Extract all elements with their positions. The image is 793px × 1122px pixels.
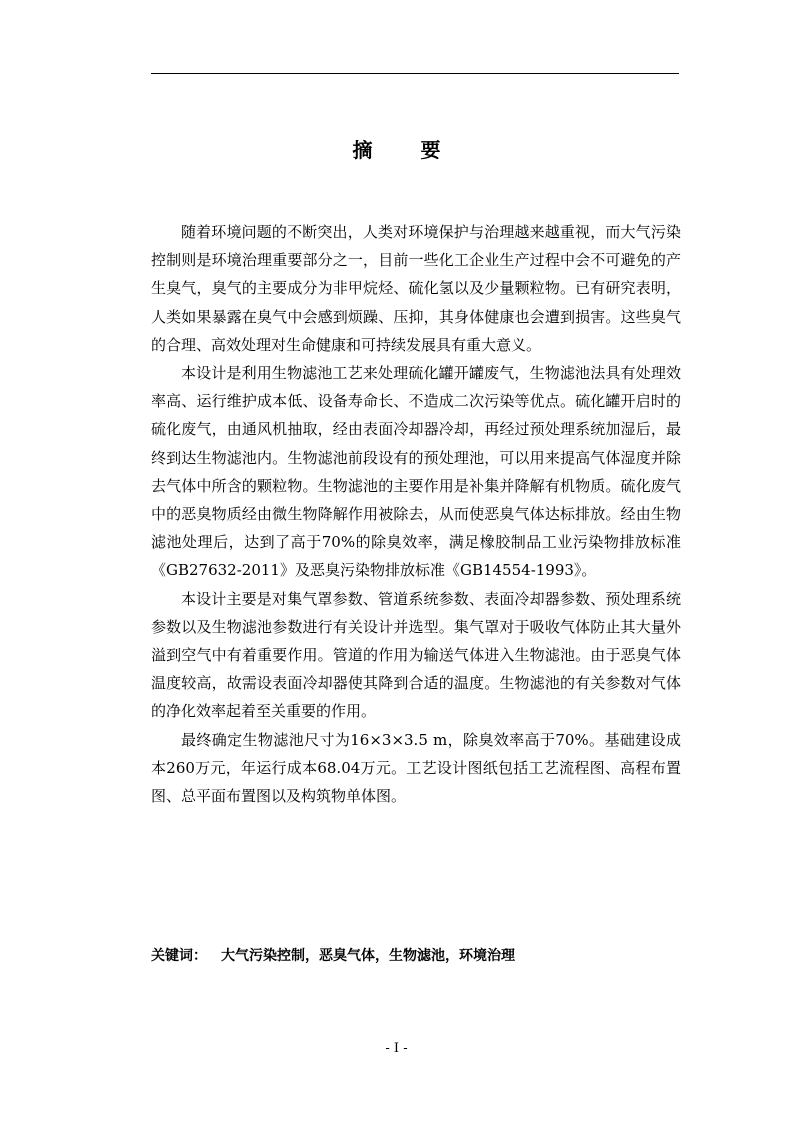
- abstract-paragraph: 本设计是利用生物滤池工艺来处理硫化罐开罐废气，生物滤池法具有处理效率高、运行维护成本低、设备寿命长、不造成二次污染等优点。硫化罐开启时的硫化废气，由通风机抽取，经由表面冷却器冷却，再经过预处理系统加湿后，最终到达生物滤池内。生物滤池前段设有的预处理池，可以用来提高气体湿度并除去气体中所含的颗粒物。生物滤池的主要作用是补集并降解有机物质。硫化废气中的恶臭物质经由微生物降解作用被除去，从而使恶臭气体达标排放。经由生物滤池处理后，达到了高于70%的除臭效率，满足橡胶制品工业污染物排放标准《GB27632-2011》及恶臭污染物排放标准《GB14554-1993》。: [151, 364, 681, 580]
- page-number: - I -: [385, 1041, 408, 1056]
- abstract-paragraph: 本设计主要是对集气罩参数、管道系统参数、表面冷却器参数、预处理系统参数以及生物滤池参数进行有关设计并选型。集气罩对于吸收气体防止其大量外溢到空气中有着重要作用。管道的作用为输送气体进入生物滤池。由于恶臭气体温度较高，故需设表面冷却器使其降到合适的温度。生物滤池的有关参数对气体的净化效率起着至关重要的作用。: [151, 589, 681, 721]
- abstract-paragraph: 最终确定生物滤池尺寸为16×3×3.5 m，除臭效率高于70%。基础建设成本260万元，年运行成本68.04万元。工艺设计图纸包括工艺流程图、高程布置图、总平面布置图以及构筑物单体图。: [151, 730, 681, 806]
- keywords-text: 大气污染控制，恶臭气体，生物滤池，环境治理: [221, 948, 515, 964]
- header-rule: [151, 73, 679, 74]
- abstract-body: [151, 218, 681, 810]
- page-title: 摘 要: [352, 138, 455, 162]
- keywords-label: 关键词：: [151, 948, 207, 964]
- abstract-paragraph: 随着环境问题的不断突出，人类对环境保护与治理越来越重视，而大气污染控制则是环境治理重要部分之一，目前一些化工企业生产过程中会不可避免的产生臭气，臭气的主要成分为非甲烷烃、硫化氢以及少量颗粒物。已有研究表明，人类如果暴露在臭气中会感到烦躁、压抑，其身体健康也会遭到损害。这些臭气的合理、高效处理对生命健康和可持续发展具有重大意义。: [151, 223, 681, 354]
- keywords-line: [151, 945, 515, 967]
